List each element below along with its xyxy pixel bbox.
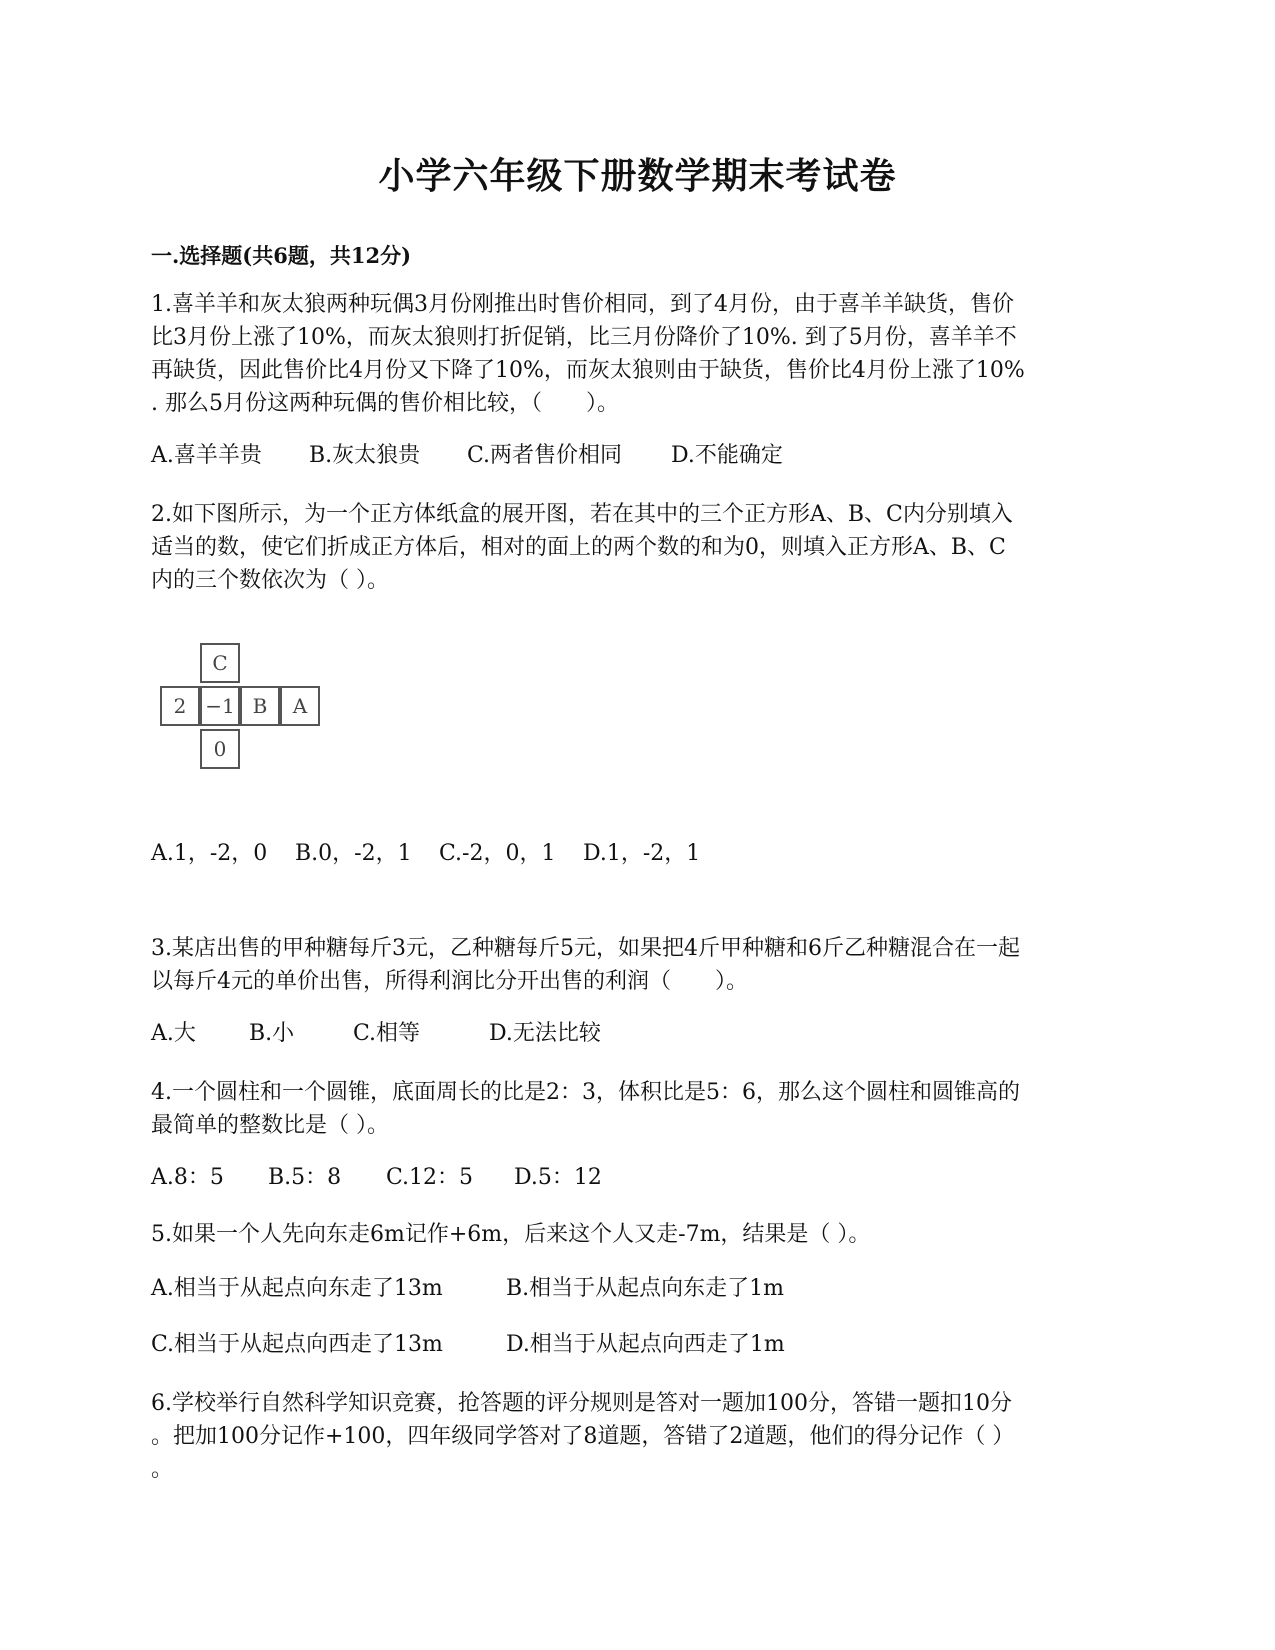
option-a: A.相当于从起点向东走了13m	[151, 1276, 443, 1301]
question-2-line: 2.如下图所示，为一个正方体纸盒的展开图，若在其中的三个正方形A、B、C内分别填入	[151, 502, 1013, 527]
option-c: C.相等	[353, 1021, 421, 1046]
option-d: D.无法比较	[489, 1021, 601, 1046]
question-4-options	[151, 1163, 602, 1193]
net-cell: 2	[160, 686, 200, 726]
question-4-line: 最简单的整数比是（ ）。	[151, 1113, 389, 1138]
net-cell-top: C	[200, 643, 240, 683]
option-b: B.0，-2，1	[295, 841, 412, 866]
option-d: D.5：12	[514, 1165, 602, 1190]
question-3-line: 以每斤4元的单价出售，所得利润比分开出售的利润（ ）。	[151, 969, 748, 994]
option-a: A.8：5	[151, 1165, 224, 1190]
question-2-line: 内的三个数依次为（ ）。	[151, 568, 389, 593]
net-cell: A	[280, 686, 320, 726]
option-b: B.灰太狼贵	[309, 443, 421, 468]
question-3-options	[151, 1019, 601, 1049]
option-a: A.1，-2，0	[151, 841, 268, 866]
question-1-line: 再缺货，因此售价比4月份又下降了10%，而灰太狼则由于缺货，售价比4月份上涨了10%	[151, 358, 1025, 383]
question-6-line: 。把加100分记作+100，四年级同学答对了8道题，答错了2道题，他们的得分记作（ ）	[151, 1424, 1015, 1449]
question-5-options-row-1	[151, 1274, 784, 1304]
question-1-line: 比3月份上涨了10%，而灰太狼则打折促销，比三月份降价了10%. 到了5月份，喜羊羊不	[151, 325, 1017, 350]
option-c: C.两者售价相同	[467, 443, 623, 468]
question-6-line: 6.学校举行自然科学知识竞赛，抢答题的评分规则是答对一题加100分，答错一题扣10分	[151, 1391, 1012, 1416]
option-a: A.喜羊羊贵	[151, 443, 262, 468]
option-a: A.大	[151, 1021, 196, 1046]
net-cell: −1	[200, 686, 240, 726]
option-b: B.小	[249, 1021, 295, 1046]
question-3-line: 3.某店出售的甲种糖每斤3元，乙种糖每斤5元，如果把4斤甲种糖和6斤乙种糖混合在一起	[151, 936, 1020, 961]
option-c: C.-2，0，1	[439, 841, 556, 866]
question-6	[151, 1387, 1126, 1486]
net-cell: B	[240, 686, 280, 726]
question-6-line: 。	[151, 1457, 174, 1482]
option-c: C.相当于从起点向西走了13m	[151, 1332, 443, 1357]
section-heading: 一.选择题(共6题，共12分)	[151, 243, 412, 268]
question-4-line: 4.一个圆柱和一个圆锥，底面周长的比是2：3，体积比是5：6，那么这个圆柱和圆锥高的	[151, 1080, 1020, 1105]
page-title: 小学六年级下册数学期末考试卷	[378, 155, 897, 197]
option-b: B.相当于从起点向东走了1m	[506, 1276, 785, 1301]
question-1	[151, 288, 1126, 420]
question-3	[151, 932, 1126, 998]
option-d: D.不能确定	[671, 443, 783, 468]
question-4	[151, 1076, 1126, 1142]
option-d: D.1，-2，1	[583, 841, 701, 866]
question-1-line: 1.喜羊羊和灰太狼两种玩偶3月份刚推出时售价相同，到了4月份，由于喜羊羊缺货，售价	[151, 292, 1014, 317]
option-d: D.相当于从起点向西走了1m	[506, 1332, 785, 1357]
question-1-options	[151, 441, 783, 471]
option-b: B.5：8	[268, 1165, 342, 1190]
question-5	[151, 1218, 1126, 1251]
cube-net-figure	[160, 643, 340, 778]
question-2-line: 适当的数，使它们折成正方体后，相对的面上的两个数的和为0，则填入正方形A、B、C	[151, 535, 1006, 560]
question-2-options	[151, 839, 700, 869]
option-c: C.12：5	[386, 1165, 474, 1190]
question-5-line: 5.如果一个人先向东走6m记作+6m，后来这个人又走-7m，结果是（ ）。	[151, 1222, 871, 1247]
net-cell-bottom: 0	[200, 729, 240, 769]
question-2	[151, 498, 1126, 597]
question-5-options-row-2	[151, 1330, 785, 1360]
question-1-line: . 那么5月份这两种玩偶的售价相比较，（ ）。	[151, 391, 619, 416]
